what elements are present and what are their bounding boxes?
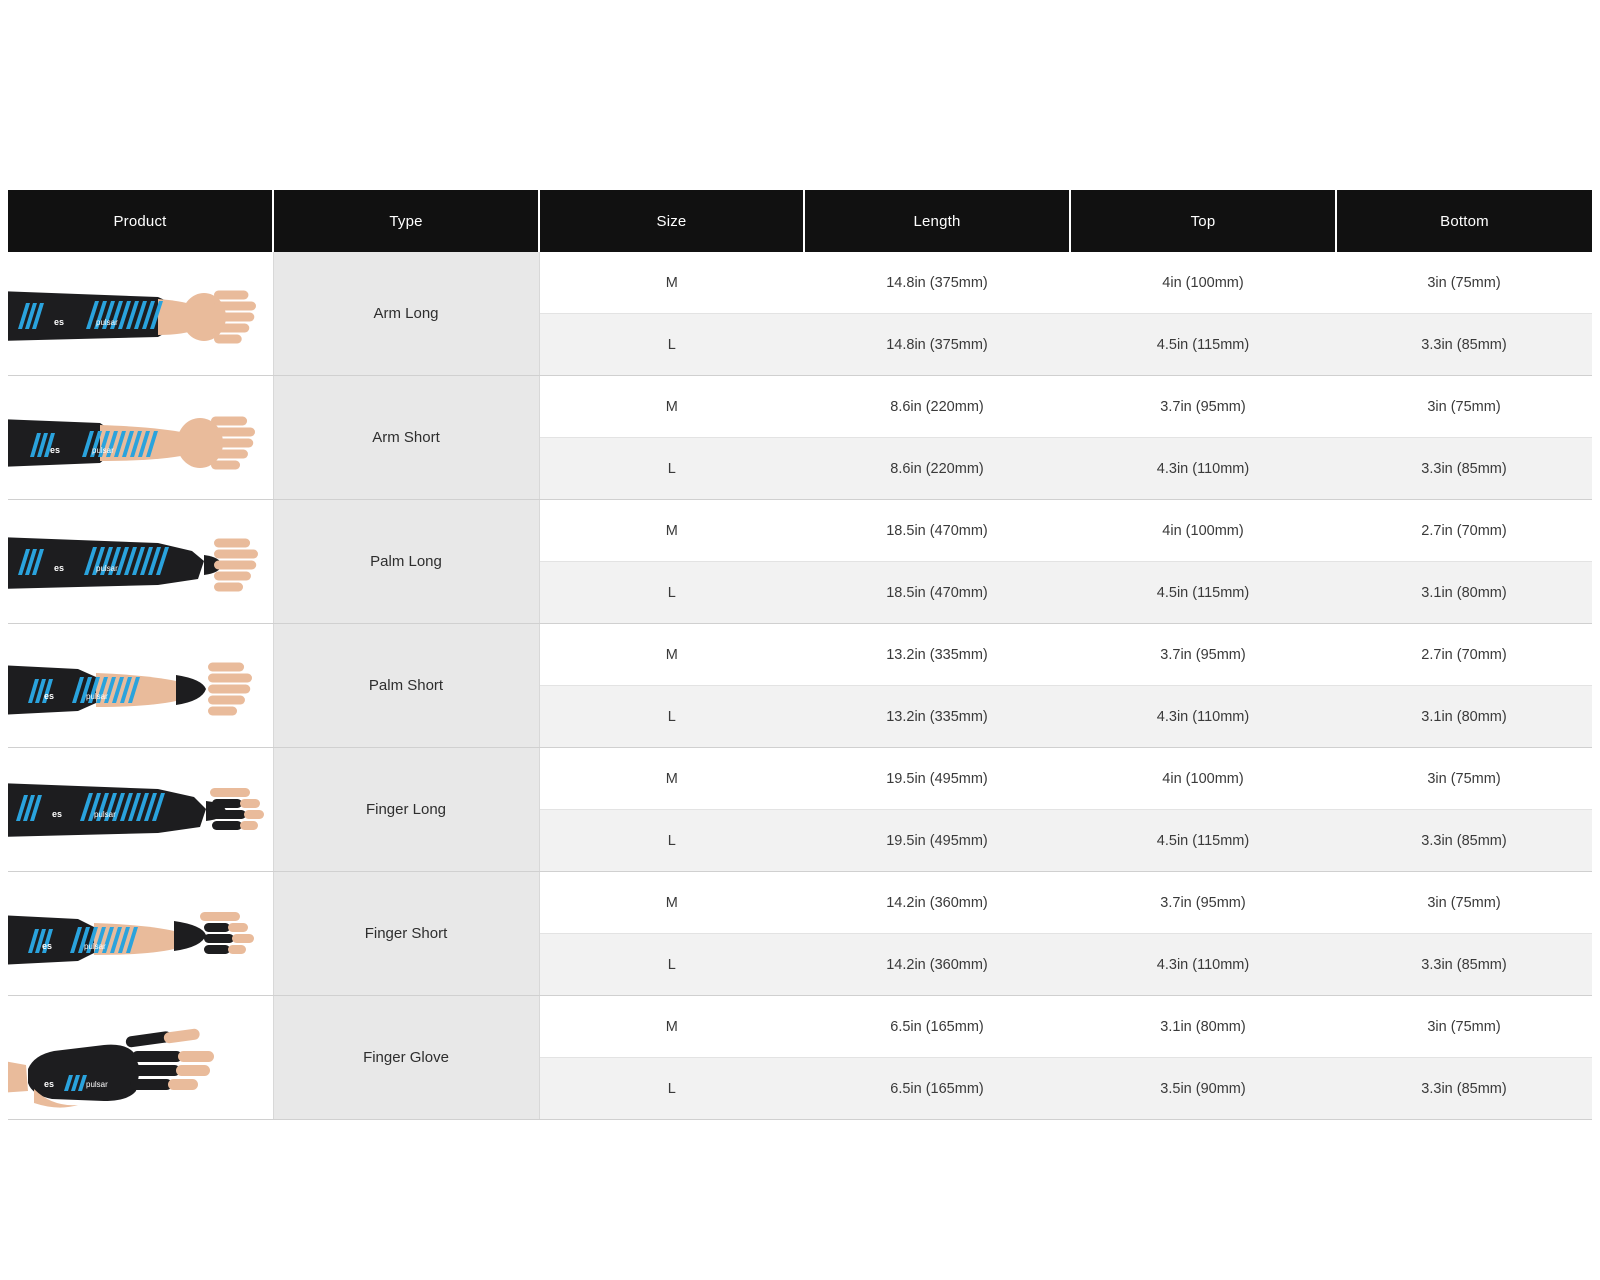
product-type-label: Palm Long [273, 500, 539, 624]
cell-length: 18.5in (470mm) [804, 500, 1070, 562]
cell-length: 14.8in (375mm) [804, 252, 1070, 314]
cell-length: 14.2in (360mm) [804, 872, 1070, 934]
cell-size: L [539, 686, 804, 748]
cell-top: 4.5in (115mm) [1070, 810, 1336, 872]
product-illustration-icon [8, 379, 273, 497]
cell-length: 8.6in (220mm) [804, 438, 1070, 500]
cell-bottom: 2.7in (70mm) [1336, 624, 1592, 686]
cell-bottom: 3.1in (80mm) [1336, 686, 1592, 748]
cell-length: 14.2in (360mm) [804, 934, 1070, 996]
product-illustration-icon [8, 999, 273, 1117]
cell-top: 4.3in (110mm) [1070, 438, 1336, 500]
svg-text:pulsar: pulsar [86, 691, 108, 701]
cell-top: 4.3in (110mm) [1070, 686, 1336, 748]
column-header-size: Size [539, 190, 804, 252]
svg-text:pulsar: pulsar [94, 809, 116, 819]
cell-length: 6.5in (165mm) [804, 996, 1070, 1058]
svg-text:es: es [44, 690, 55, 701]
table-row [8, 252, 1592, 314]
column-header-top: Top [1070, 190, 1336, 252]
cell-size: L [539, 314, 804, 376]
header-row [8, 190, 1592, 252]
size-chart-table [8, 190, 1592, 1120]
cell-length: 6.5in (165mm) [804, 1058, 1070, 1120]
cell-size: M [539, 376, 804, 438]
table-row [8, 872, 1592, 934]
svg-text:es: es [44, 1078, 55, 1089]
svg-text:es: es [54, 316, 65, 327]
svg-text:pulsar: pulsar [96, 317, 118, 327]
product-image-finger-glove [8, 996, 273, 1120]
cell-size: L [539, 438, 804, 500]
table-row [8, 996, 1592, 1058]
product-image-finger-short [8, 872, 273, 996]
cell-top: 4in (100mm) [1070, 500, 1336, 562]
product-type-label: Finger Long [273, 748, 539, 872]
cell-size: M [539, 624, 804, 686]
svg-text:es: es [42, 940, 53, 951]
cell-size: L [539, 1058, 804, 1120]
product-illustration-icon [8, 751, 273, 869]
cell-size: L [539, 934, 804, 996]
cell-size: L [539, 810, 804, 872]
svg-text:pulsar: pulsar [92, 445, 114, 455]
product-illustration-icon [8, 503, 273, 621]
product-type-label: Palm Short [273, 624, 539, 748]
cell-top: 4in (100mm) [1070, 252, 1336, 314]
cell-top: 3.7in (95mm) [1070, 872, 1336, 934]
cell-size: L [539, 562, 804, 624]
product-type-label: Finger Glove [273, 996, 539, 1120]
svg-text:es: es [54, 562, 65, 573]
cell-bottom: 3in (75mm) [1336, 996, 1592, 1058]
cell-bottom: 3.3in (85mm) [1336, 810, 1592, 872]
cell-top: 4.3in (110mm) [1070, 934, 1336, 996]
table-body [8, 252, 1592, 1120]
column-header-product: Product [8, 190, 273, 252]
product-illustration-icon [8, 875, 273, 993]
cell-size: M [539, 872, 804, 934]
column-header-length: Length [804, 190, 1070, 252]
svg-text:pulsar: pulsar [96, 563, 118, 573]
cell-length: 19.5in (495mm) [804, 810, 1070, 872]
table-row [8, 624, 1592, 686]
cell-bottom: 3in (75mm) [1336, 252, 1592, 314]
cell-bottom: 2.7in (70mm) [1336, 500, 1592, 562]
product-type-label: Arm Long [273, 252, 539, 376]
cell-size: M [539, 748, 804, 810]
product-image-arm-short [8, 376, 273, 500]
cell-bottom: 3in (75mm) [1336, 748, 1592, 810]
cell-size: M [539, 996, 804, 1058]
cell-length: 13.2in (335mm) [804, 624, 1070, 686]
cell-size: M [539, 252, 804, 314]
cell-bottom: 3.3in (85mm) [1336, 438, 1592, 500]
cell-length: 19.5in (495mm) [804, 748, 1070, 810]
product-image-palm-short [8, 624, 273, 748]
product-image-arm-long [8, 252, 273, 376]
product-illustration-icon [8, 255, 273, 373]
cell-bottom: 3in (75mm) [1336, 376, 1592, 438]
column-header-bottom: Bottom [1336, 190, 1592, 252]
table-row [8, 500, 1592, 562]
cell-bottom: 3.3in (85mm) [1336, 314, 1592, 376]
table-header [8, 190, 1592, 252]
table-row [8, 376, 1592, 438]
svg-text:pulsar: pulsar [84, 941, 106, 951]
product-type-label: Arm Short [273, 376, 539, 500]
table-row [8, 748, 1592, 810]
cell-top: 4.5in (115mm) [1070, 314, 1336, 376]
column-header-type: Type [273, 190, 539, 252]
cell-length: 18.5in (470mm) [804, 562, 1070, 624]
cell-top: 3.7in (95mm) [1070, 624, 1336, 686]
svg-text:pulsar: pulsar [86, 1079, 108, 1089]
product-image-finger-long [8, 748, 273, 872]
cell-length: 8.6in (220mm) [804, 376, 1070, 438]
product-image-palm-long [8, 500, 273, 624]
cell-top: 4in (100mm) [1070, 748, 1336, 810]
cell-bottom: 3.3in (85mm) [1336, 934, 1592, 996]
cell-bottom: 3.1in (80mm) [1336, 562, 1592, 624]
product-illustration-icon [8, 627, 273, 745]
svg-text:es: es [52, 808, 63, 819]
cell-top: 4.5in (115mm) [1070, 562, 1336, 624]
svg-text:es: es [50, 444, 61, 455]
cell-bottom: 3.3in (85mm) [1336, 1058, 1592, 1120]
cell-length: 13.2in (335mm) [804, 686, 1070, 748]
cell-top: 3.5in (90mm) [1070, 1058, 1336, 1120]
cell-size: M [539, 500, 804, 562]
cell-top: 3.1in (80mm) [1070, 996, 1336, 1058]
cell-bottom: 3in (75mm) [1336, 872, 1592, 934]
cell-top: 3.7in (95mm) [1070, 376, 1336, 438]
cell-length: 14.8in (375mm) [804, 314, 1070, 376]
product-type-label: Finger Short [273, 872, 539, 996]
